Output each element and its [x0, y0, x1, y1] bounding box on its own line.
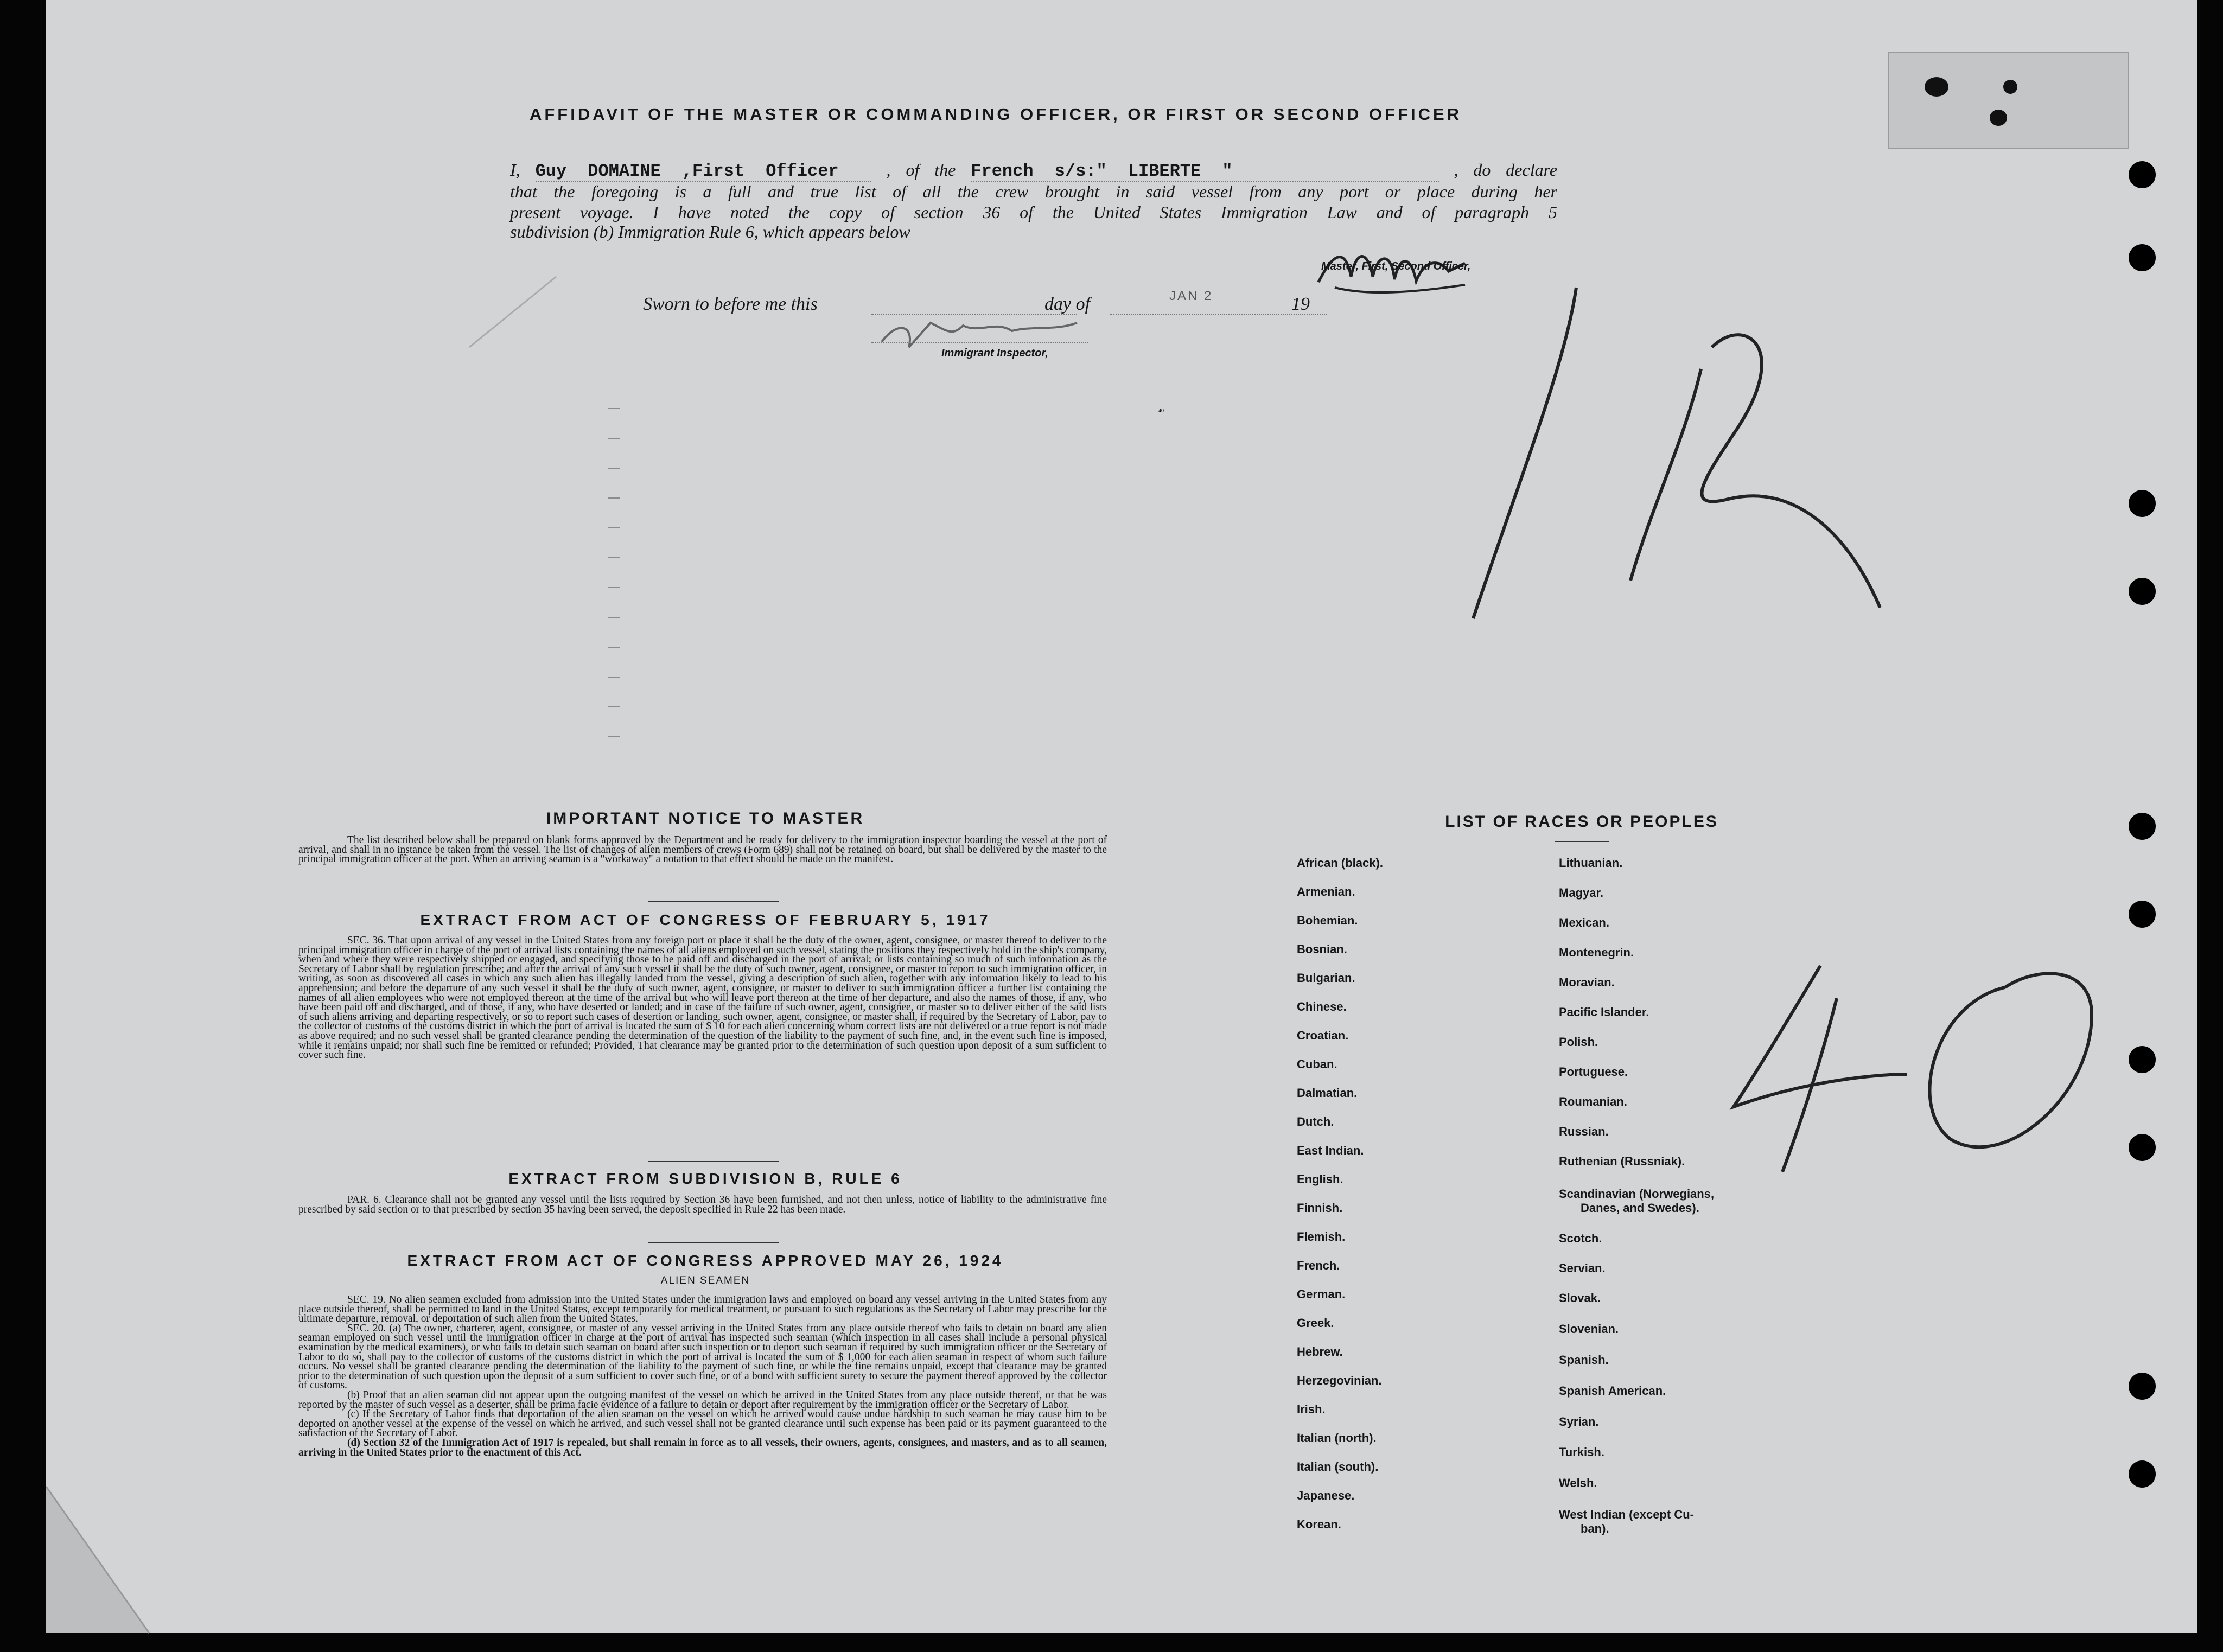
race-item: Turkish.: [1559, 1445, 1604, 1459]
race-item: Pacific Islander.: [1559, 1005, 1649, 1019]
race-item: Mexican.: [1559, 916, 1609, 929]
binder-hole: [2129, 161, 2156, 188]
race-item: Italian (south).: [1297, 1460, 1379, 1474]
of-the-label: , of the: [886, 160, 956, 180]
race-item: Armenian.: [1297, 885, 1355, 898]
race-item: Moravian.: [1559, 975, 1615, 989]
reference-stamp-box: [1888, 52, 2129, 149]
race-item: East Indian.: [1297, 1144, 1364, 1157]
race-item: Welsh.: [1559, 1476, 1597, 1490]
race-item: Bosnian.: [1297, 942, 1347, 956]
race-item: Lithuanian.: [1559, 856, 1623, 870]
race-item: Italian (north).: [1297, 1431, 1377, 1445]
vessel-name-typed: French s/s:" LIBERTE ": [971, 161, 1438, 182]
binder-hole: [2129, 1373, 2156, 1400]
binder-hole: [2129, 490, 2156, 517]
binder-hole: [2129, 578, 2156, 605]
document-page: [46, 0, 2197, 1633]
blank-mark: [608, 468, 620, 469]
race-item: Irish.: [1297, 1402, 1326, 1416]
race-item: Danes, and Swedes).: [1581, 1201, 1699, 1215]
notice-body: [298, 835, 1107, 864]
race-item: Polish.: [1559, 1035, 1598, 1049]
blank-mark: [608, 617, 620, 618]
binder-hole: [2129, 1460, 2156, 1488]
race-item: Bulgarian.: [1297, 971, 1355, 985]
extract-1924-para-3: (b) Proof that an alien seaman did not appear upon the outgoing manifest of the vessel on which he arrived in the United States from any place outside thereof, or that he was reported by the master of such vessel as a deserter, shall be prima facie evidence of a failure to detain or deport after requirement by the immigration officer or the Secretary of Labor.: [298, 1389, 1107, 1411]
extract-1917-body: [298, 936, 1107, 1060]
extract-1924-title: EXTRACT FROM ACT OF CONGRESS APPROVED MAY 26, 1924: [407, 1252, 1004, 1269]
race-item: Korean.: [1297, 1517, 1341, 1531]
race-item: Slovak.: [1559, 1291, 1601, 1305]
day-of-label: day of: [1044, 294, 1091, 314]
declaration-line-1: [510, 159, 1557, 182]
year-prefix: 19: [1291, 294, 1310, 314]
race-item: Scotch.: [1559, 1232, 1602, 1245]
inspector-line: [871, 342, 1088, 343]
blank-mark: [608, 677, 620, 678]
extract-1917-text: SEC. 36. That upon arrival of any vessel in the United States from any foreign port or place it shall be the duty of the owner, agent, consignee, or master thereof to deliver to the principal immigration officer in charge of the port of arrival lists containing the names of all aliens employed on such vessel, stating the positions they respectively hold in the ship's company, when and where they were respectively shipped or engaged, and specifying those to be paid off and discharged in the port of arrival; or lists containing so much of such information as the Secretary of Labor shall by regulation prescribe; and after the arrival of any such vessel it shall be the duty of such owner, agent, consignee, or master to report to such immigration officer, in writing, as soon as discovered all cases in which any such alien has illegally landed from the vessel, giving a description of such alien, together with any information likely to lead to his apprehension; and before the departure of any such vessel it shall be the duty of such owner, agent, consignee, or master to deliver to such immigration officer a further list containing the names of all alien employees who were not employed thereon at the time of the arrival but who will leave port thereon at the time of her departure, and also the names of those, if any, who have been paid off and discharged, and of those, if any, who have deserted or landed; and in case of the failure of such owner, agent, consignee, or master so to deliver either of the said lists of such aliens arriving and departing respectively, or so to report such cases of desertion or landing, such owner, agent, consignee, or master shall, if required by the Secretary of Labor, pay to the collector of customs of the customs district in which the port of arrival is located the sum of $ 10 for each alien concerning whom correct lists are not delivered or a true report is not made as above required; and no such vessel shall be granted clearance pending the determination of the question of the liability to the payment of such fine, and, in the event such fine is imposed, while it remains unpaid; nor shall such fine be remitted or refunded; Provided, That clearance may be granted prior to the determination of such question upon deposit of a sum sufficient to cover such fine.: [298, 935, 1107, 1061]
race-item: Syrian.: [1559, 1415, 1599, 1428]
blank-mark: [608, 497, 620, 499]
officer-title-label: Master, First, Second Officer,: [1321, 260, 1471, 272]
subdivision-b-body: [298, 1195, 1107, 1214]
race-item: Ruthenian (Russniak).: [1559, 1155, 1685, 1168]
race-item: Finnish.: [1297, 1201, 1343, 1215]
extract-1924-para-4: (c) If the Secretary of Labor finds that deportation of the alien seaman on the vessel on which he arrived would cause undue hardship to such seaman he may cause him to be deported on another vessel at the expense of the vessel on which he arrived, and such vessel shall not be granted clearance until such expense has been paid or its payment guaranteed to the satisfaction of the Secretary of Labor.: [298, 1408, 1107, 1439]
race-item: German.: [1297, 1287, 1346, 1301]
race-item: Japanese.: [1297, 1489, 1355, 1502]
race-item: French.: [1297, 1259, 1340, 1272]
race-item: English.: [1297, 1172, 1343, 1186]
punch-mark: [2003, 80, 2017, 94]
sworn-label: Sworn to before me this: [643, 294, 818, 314]
extract-1924-para-2: SEC. 20. (a) The owner, charterer, agent, consignee, or master of any vessel arriving in the United States from any place outside thereof who fails to detain on board any alien seaman employed on such vessel until the immigration officer in charge at the port of arrival has inspected such seaman (which inspection in all cases shall include a personal physical examination by the medical examiners), or who fails to detain such seaman on board after such inspection or to deport such seaman if required by such immigration officer or the Secretary of Labor to do so, shall pay to the collector of customs of the customs district in which the port of arrival is located the sum of $ 1,000 for each alien seaman in respect of whom such failure occurs. No vessel shall be granted clearance pending the determination of the liability to the payment of such fine, or while the fine remains unpaid, except that clearance may be granted prior to the determination of such question upon the deposit of a sum sufficient to cover such fine, or of a bond with sufficient surety to secure the payment thereof approved by the collector of customs.: [298, 1322, 1107, 1392]
race-item: Dutch.: [1297, 1115, 1334, 1128]
race-item: Herzegovinian.: [1297, 1374, 1382, 1387]
binder-hole: [2129, 901, 2156, 928]
race-item: Croatian.: [1297, 1029, 1349, 1042]
extract-1924-para-1: SEC. 19. No alien seamen excluded from admission into the United States under the immigration laws and employed on board any vessel arriving in the United States from any place outside thereof, shall be permitted to land in the United States, except temporarily for medical treatment, or pursuant to such regulations as the Secretary of Labor may prescribe for the ultimate departure, removal, or deportation of such alien from the United States.: [298, 1294, 1107, 1325]
race-item: Russian.: [1559, 1125, 1609, 1138]
race-item: Magyar.: [1559, 886, 1603, 900]
pencil-mark: [458, 271, 567, 358]
race-item: Chinese.: [1297, 1000, 1347, 1013]
divider: [648, 1161, 779, 1162]
do-declare-label: , do declare: [1454, 160, 1558, 180]
race-item: Cuban.: [1297, 1057, 1337, 1071]
blank-mark: [608, 438, 620, 439]
blank-mark: [608, 557, 620, 558]
subdivision-b-text: PAR. 6. Clearance shall not be granted any vessel until the lists required by Section 36 have been furnished, and not then unless, notice of liability to the administrative fine prescribed by said section or to that prescribed by section 35 having been served, the deposit specified in Rule 22 has been made.: [298, 1194, 1107, 1215]
race-item: African (black).: [1297, 856, 1383, 870]
blank-mark: [608, 587, 620, 588]
divider: [648, 901, 779, 902]
inspector-label: Immigrant Inspector,: [941, 347, 1048, 359]
alien-seamen-subtitle: ALIEN SEAMEN: [660, 1275, 750, 1286]
race-item: Greek.: [1297, 1316, 1334, 1330]
extract-1924-para-5: (d) Section 32 of the Immigration Act of 1917 is repealed, but shall remain in force as to all vessels, their owners, agents, consignees, and masters, and as to all seamen, arriving in the United States prior to the enactment of this Act.: [298, 1437, 1107, 1458]
blank-mark: [608, 647, 620, 648]
blank-mark: [608, 527, 620, 528]
race-item: Spanish American.: [1559, 1384, 1666, 1398]
notice-text: The list described below shall be prepared on blank forms approved by the Department and be ready for delivery to the immigration inspector boarding the vessel at the port of arrival, and shall in no instance be taken from the vessel. The list of changes of alien members of crews (Form 689) shall not be retained on board, but shall be delivered by the master to the principal immigration officer at the port. When an arriving seaman is a "workaway" a notation to that effect should be made on the manifest.: [298, 834, 1107, 865]
race-item: Hebrew.: [1297, 1345, 1343, 1358]
binder-hole: [2129, 1046, 2156, 1073]
extract-1917-title: EXTRACT FROM ACT OF CONGRESS OF FEBRUARY 5, 1917: [420, 911, 991, 928]
date-stamp: JAN 2: [1169, 289, 1213, 303]
declaration-line-3: present voyage. I have noted the copy of section 36 of the United States Immigration Law and of paragraph 5: [510, 202, 1557, 222]
binder-hole: [2129, 813, 2156, 840]
subdivision-b-title: EXTRACT FROM SUBDIVISION B, RULE 6: [508, 1170, 902, 1187]
binder-hole: [2129, 1134, 2156, 1161]
race-item: Dalmatian.: [1297, 1086, 1358, 1100]
notice-title: IMPORTANT NOTICE TO MASTER: [546, 809, 865, 827]
affidavit-title: AFFIDAVIT OF THE MASTER OR COMMANDING OFFICER, OR FIRST OR SECOND OFFICER: [529, 105, 1462, 124]
race-item: Bohemian.: [1297, 914, 1358, 927]
race-item: West Indian (except Cu-: [1559, 1508, 1694, 1521]
race-item: Scandinavian (Norwegians,: [1559, 1187, 1715, 1201]
race-item: Montenegrin.: [1559, 946, 1634, 959]
races-title: LIST OF RACES OR PEOPLES: [1445, 813, 1718, 831]
declaration-prefix: I,: [510, 160, 520, 180]
race-item: Flemish.: [1297, 1230, 1346, 1243]
blank-mark: [608, 408, 620, 409]
divider: [1555, 841, 1609, 842]
divider: [648, 1242, 779, 1243]
declaration-line-4: subdivision (b) Immigration Rule 6, which appears below: [510, 222, 910, 241]
binder-hole: [2129, 244, 2156, 271]
folded-corner: [46, 1487, 155, 1633]
extract-1924-body: [298, 1295, 1107, 1457]
officer-name-typed: Guy DOMAINE ,First Officer: [536, 161, 871, 182]
punch-mark: [1990, 110, 2007, 126]
race-item: Roumanian.: [1559, 1095, 1627, 1108]
race-item: Slovenian.: [1559, 1322, 1619, 1336]
declaration-line-2: that the foregoing is a full and true list of all the crew brought in said vessel from any port or place during her: [510, 182, 1557, 201]
count-text: 40: [1158, 408, 1164, 414]
race-item: ban).: [1581, 1522, 1609, 1535]
race-item: Servian.: [1559, 1261, 1606, 1275]
blank-mark: [608, 736, 620, 737]
punch-mark: [1925, 77, 1948, 97]
race-item: Portuguese.: [1559, 1065, 1628, 1079]
blank-mark: [608, 706, 620, 707]
race-item: Spanish.: [1559, 1353, 1609, 1367]
handwritten-page-number: [1457, 277, 2054, 656]
